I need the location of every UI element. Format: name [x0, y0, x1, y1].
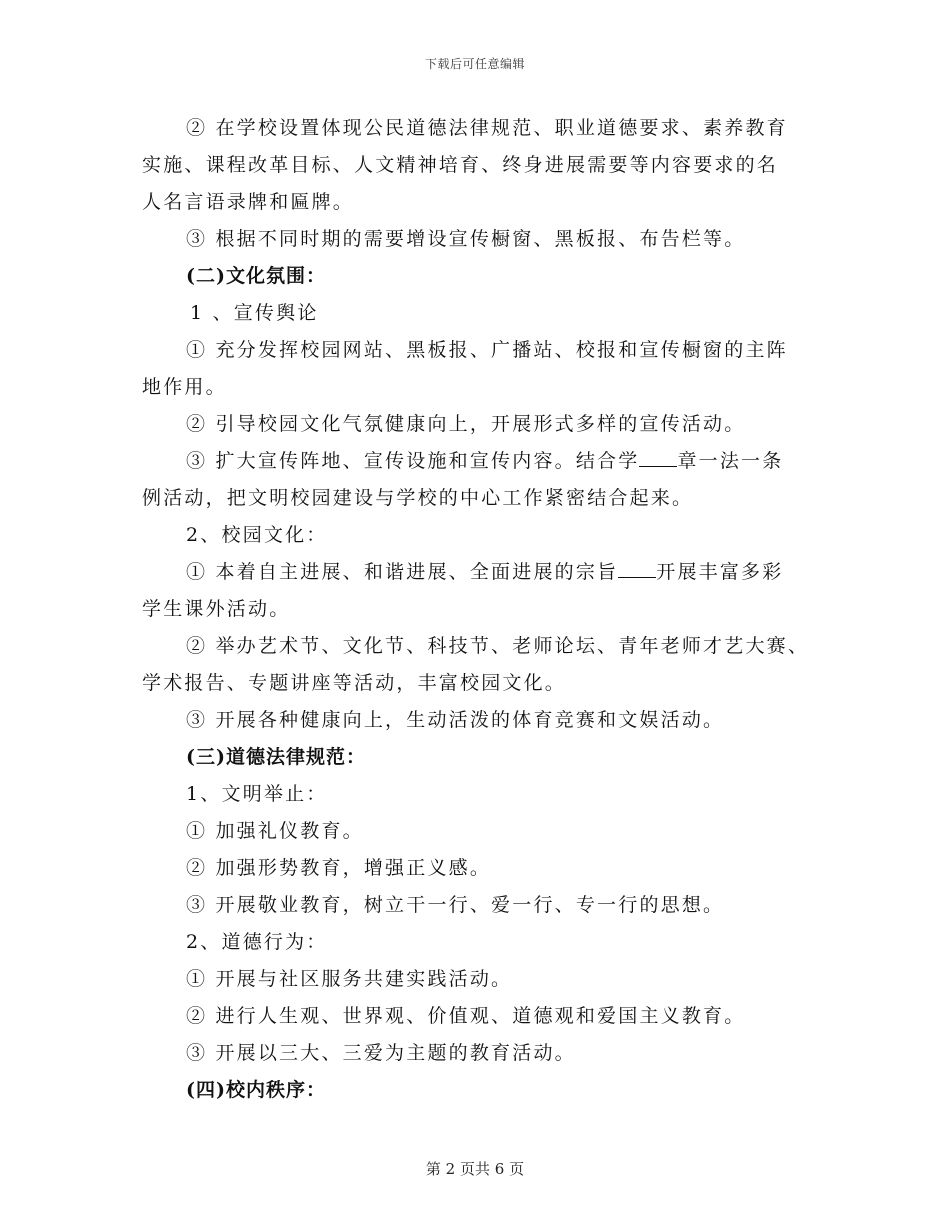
paragraph-segment: ③ 扩大宣传阵地、宣传设施和宣传内容。结合学	[186, 450, 640, 472]
page-number: 第 2 页共 6 页	[425, 1160, 525, 1178]
paragraph-line: 学生课外活动。	[142, 598, 291, 620]
subsection-heading: 1 、宣传舆论	[190, 302, 319, 324]
subsection-heading: 2、校园文化：	[186, 524, 328, 546]
paragraph-line: 实施、课程改革目标、人文精神培育、终身进展需要等内容要求的名	[142, 154, 779, 176]
section-heading-culture-atmosphere: (二)文化氛围：	[186, 265, 326, 287]
paragraph-line: 人名言语录牌和匾牌。	[142, 191, 355, 213]
paragraph-line: ① 充分发挥校园网站、黑板报、广播站、校报和宣传橱窗的主阵	[186, 339, 788, 361]
page-header: 下载后可任意编辑	[424, 57, 525, 71]
paragraph-line	[142, 443, 822, 480]
paragraph-segment: 开展丰富多彩	[656, 561, 784, 583]
paragraph-line: ② 加强形势教育，增强正义感。	[186, 857, 492, 879]
paragraph-line: ③ 开展各种健康向上，生动活泼的体育竞赛和文娱活动。	[186, 709, 725, 731]
section-heading-campus-order: (四)校内秩序：	[186, 1079, 326, 1101]
paragraph-line: ① 加强礼仪教育。	[186, 820, 364, 842]
paragraph-line: ② 进行人生观、世界观、价值观、道德观和爱国主义教育。	[186, 1005, 746, 1027]
paragraph-line: 地作用。	[142, 376, 227, 398]
paragraph-segment: 章一法一条	[677, 450, 784, 472]
section-heading-moral-law: (三)道德法律规范：	[186, 746, 366, 768]
paragraph-line	[142, 554, 822, 591]
paragraph-line: ③ 根据不同时期的需要增设宣传橱窗、黑板报、布告栏等。	[186, 228, 746, 250]
paragraph-line: 例活动，把文明校园建设与学校的中心工作紧密结合起来。	[142, 487, 694, 509]
paragraph-line: ③ 开展敬业教育，树立干一行、爱一行、专一行的思想。	[186, 894, 725, 916]
paragraph-line: ③ 开展以三大、三爱为主题的教育活动。	[186, 1042, 576, 1064]
paragraph-line: ② 在学校设置体现公民道德法律规范、职业道德要求、素养教育	[186, 117, 788, 139]
paragraph-line: ② 举办艺术节、文化节、科技节、老师论坛、青年老师才艺大赛、	[186, 635, 810, 657]
subsection-heading: 2、道德行为：	[186, 931, 328, 953]
paragraph-line: ② 引导校园文化气氛健康向上，开展形式多样的宣传活动。	[186, 413, 746, 435]
fill-blank	[639, 446, 677, 467]
fill-blank	[618, 557, 656, 578]
subsection-heading: 1、文明举止：	[186, 783, 328, 805]
paragraph-segment: ① 本着自主进展、和谐进展、全面进展的宗旨	[186, 561, 619, 583]
document-body	[142, 110, 822, 1109]
paragraph-line: 学术报告、专题讲座等活动，丰富校园文化。	[142, 672, 567, 694]
paragraph-line: ① 开展与社区服务共建实践活动。	[186, 968, 513, 990]
